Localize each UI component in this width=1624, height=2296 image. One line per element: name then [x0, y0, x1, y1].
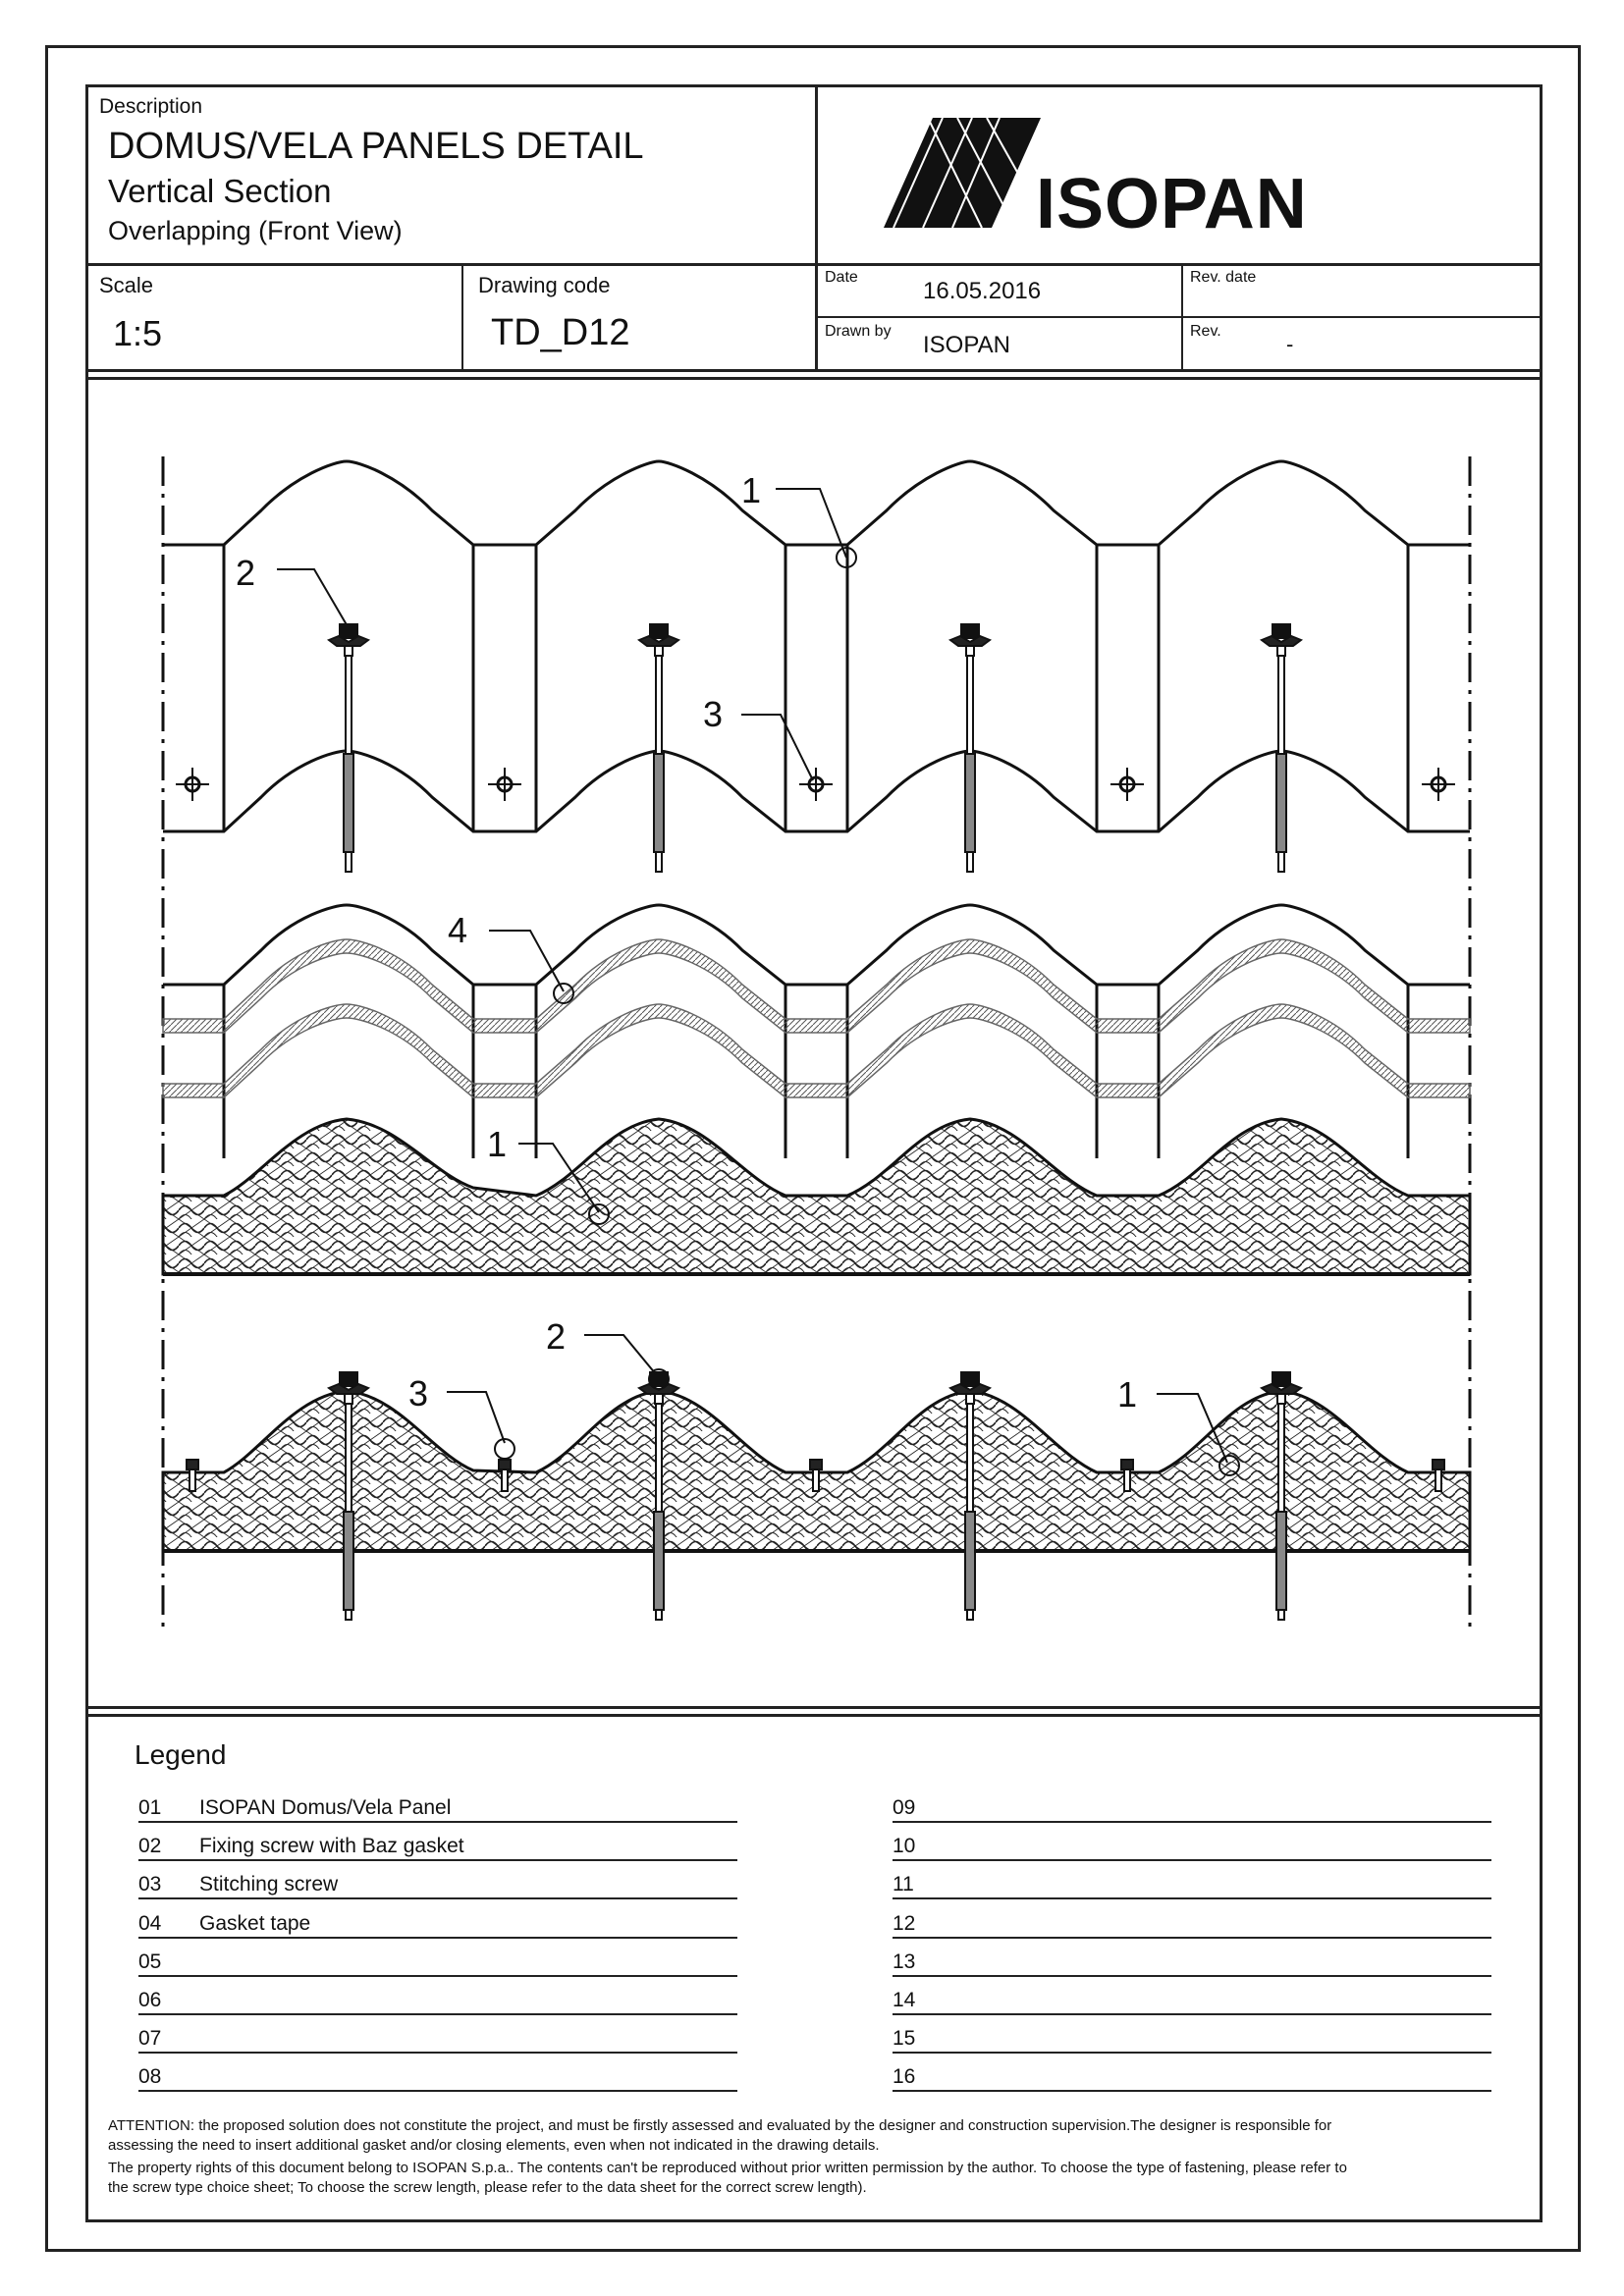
- legend-number: 16: [893, 2065, 916, 2089]
- drawing-subtitle: Vertical Section: [108, 173, 332, 209]
- legend-row-line: [893, 1821, 1491, 1823]
- legend-row-line: [893, 2052, 1491, 2054]
- scale-label: Scale: [99, 273, 154, 297]
- middle-insulation: [163, 1119, 1470, 1274]
- scale-value: 1:5: [113, 313, 163, 353]
- drawing-code-value: TD_D12: [491, 312, 630, 353]
- isopan-logo-text: ISOPAN: [1036, 165, 1308, 243]
- legend-number: 02: [138, 1835, 162, 1858]
- footer-line-4: the screw type choice sheet; To choose the screw length, please refer to the data sheet for the correct screw length).: [108, 2179, 867, 2196]
- callout-bottom-1: 1: [1117, 1374, 1138, 1415]
- legend-number: 08: [138, 2065, 162, 2089]
- footer-line-2: assessing the need to insert additional gasket and/or closing elements, even when not indicated in the drawing details.: [108, 2137, 880, 2154]
- callout-bottom-3: 3: [408, 1373, 429, 1414]
- legend-number: 12: [893, 1911, 916, 1935]
- legend-number: 06: [138, 1989, 162, 2011]
- legend-label: Stitching screw: [199, 1873, 339, 1896]
- callout-top-3: 3: [703, 694, 724, 734]
- callout-mid-1: 1: [487, 1124, 508, 1164]
- legend-label: Gasket tape: [199, 1911, 311, 1935]
- date-value: 16.05.2016: [923, 278, 1042, 304]
- legend-label: Fixing screw with Baz gasket: [199, 1835, 464, 1858]
- legend-row-line: [893, 2013, 1491, 2015]
- legend-number: 04: [138, 1911, 162, 1935]
- legend-divider-1: [86, 1706, 1542, 1709]
- legend-row-line: [893, 1937, 1491, 1939]
- legend-row-line: [893, 2090, 1491, 2092]
- rev-label: Rev.: [1190, 323, 1221, 340]
- legend-number: 01: [138, 1796, 162, 1819]
- date-label: Date: [825, 269, 858, 286]
- legend-row-line: [138, 2052, 737, 2054]
- callout-bottom-2: 2: [546, 1316, 567, 1357]
- legend-row-line: [138, 1937, 737, 1939]
- legend-row-line: [138, 1821, 737, 1823]
- legend-row-line: [138, 2090, 737, 2092]
- drawing-subtitle-2: Overlapping (Front View): [108, 216, 403, 245]
- legend-row-line: [138, 1859, 737, 1861]
- legend-number: 05: [138, 1949, 162, 1973]
- rev-value: -: [1286, 332, 1294, 356]
- description-label: Description: [99, 95, 203, 118]
- legend-number: 03: [138, 1873, 162, 1896]
- legend-number: 15: [893, 2027, 916, 2051]
- legend-row-line: [893, 1975, 1491, 1977]
- callout-top-1: 1: [741, 470, 762, 510]
- legend-row-line: [138, 1975, 737, 1977]
- legend-divider-2: [86, 1714, 1542, 1717]
- drawing-code-label: Drawing code: [478, 273, 611, 297]
- legend-number: 09: [893, 1796, 916, 1819]
- legend-number: 13: [893, 1949, 916, 1973]
- gasket-tape-bands: [163, 939, 1470, 1097]
- legend-number: 07: [138, 2027, 162, 2051]
- legend-label: ISOPAN Domus/Vela Panel: [199, 1796, 452, 1819]
- footer-line-3: The property rights of this document belong to ISOPAN S.p.a.. The contents can't be reproduced without prior written permission by the author. To choose the type of fastening, please refer to: [108, 2160, 1347, 2176]
- footer-line-1: ATTENTION: the proposed solution does not constitute the project, and must be firstly assessed and evaluated by the designer and construction supervision.The designer is responsible for: [108, 2117, 1332, 2134]
- legend-number: 10: [893, 1835, 916, 1858]
- legend-row-line: [138, 1897, 737, 1899]
- callout-top-2: 2: [236, 553, 256, 593]
- legend-row-line: [893, 1897, 1491, 1899]
- drawn-by-value: ISOPAN: [923, 332, 1010, 358]
- legend-title: Legend: [135, 1739, 227, 1770]
- top-stitching-screws: [176, 768, 1455, 801]
- drawing-title: DOMUS/VELA PANELS DETAIL: [108, 126, 644, 167]
- legend-number: 14: [893, 1989, 916, 2011]
- callout-mid-4: 4: [448, 910, 468, 950]
- legend-row-line: [893, 1859, 1491, 1861]
- rev-date-label: Rev. date: [1190, 269, 1257, 286]
- legend-row-line: [138, 2013, 737, 2015]
- drawn-by-label: Drawn by: [825, 323, 892, 340]
- legend-number: 11: [893, 1873, 914, 1896]
